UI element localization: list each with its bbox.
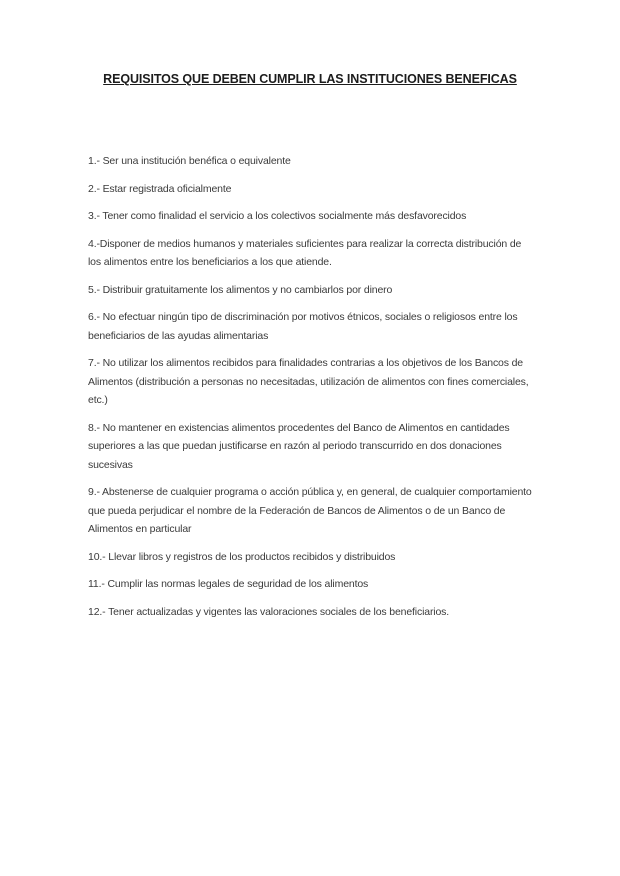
requirement-item-10: 10.- Llevar libros y registros de los productos recibidos y distribuidos xyxy=(88,550,396,563)
requirement-item-4: 4.-Disponer de medios humanos y materiales suficientes para realizar la correcta distribución de los alimentos entre los beneficiarios a los que atiende. xyxy=(88,237,522,268)
requirement-item-2: 2.- Estar registrada oficialmente xyxy=(88,182,232,195)
requirement-item-8: 8.- No mantener en existencias alimentos procedentes del Banco de Alimentos en cantidades superiores a las que puedan justificarse en razón al periodo transcurrido en dos donaciones sucesivas xyxy=(88,421,510,471)
requirement-item-6: 6.- No efectuar ningún tipo de discriminación por motivos étnicos, sociales o religiosos entre los beneficiarios de las ayudas alimentarias xyxy=(88,311,518,342)
requirement-item-1: 1.- Ser una institución benéfica o equivalente xyxy=(88,155,291,167)
requirement-item-7: 7.- No utilizar los alimentos recibidos para finalidades contrarias a los objetivos de los Bancos de Alimentos (distribución a personas no necesitadas, utilización de alimentos con fines comerciales, etc.) xyxy=(88,357,529,406)
document-title: REQUISITOS QUE DEBEN CUMPLIR LAS INSTITUCIONES BENEFICAS xyxy=(103,72,517,86)
requirement-item-12: 12.- Tener actualizadas y vigentes las valoraciones sociales de los beneficiarios. xyxy=(88,605,450,618)
requirement-item-3: 3.- Tener como finalidad el servicio a los colectivos socialmente más desfavorecidos xyxy=(88,210,467,222)
requirement-item-9: 9.- Abstenerse de cualquier programa o acción pública y, en general, de cualquier comportamiento que pueda perjudicar el nombre de la Federación de Bancos de Alimentos o de un Banco de Alimentos en particular xyxy=(88,486,532,535)
requirement-item-5: 5.- Distribuir gratuitamente los alimentos y no cambiarlos por dinero xyxy=(88,283,393,296)
requirement-item-11: 11.- Cumplir las normas legales de seguridad de los alimentos xyxy=(88,578,369,590)
requirements-list xyxy=(88,152,532,621)
